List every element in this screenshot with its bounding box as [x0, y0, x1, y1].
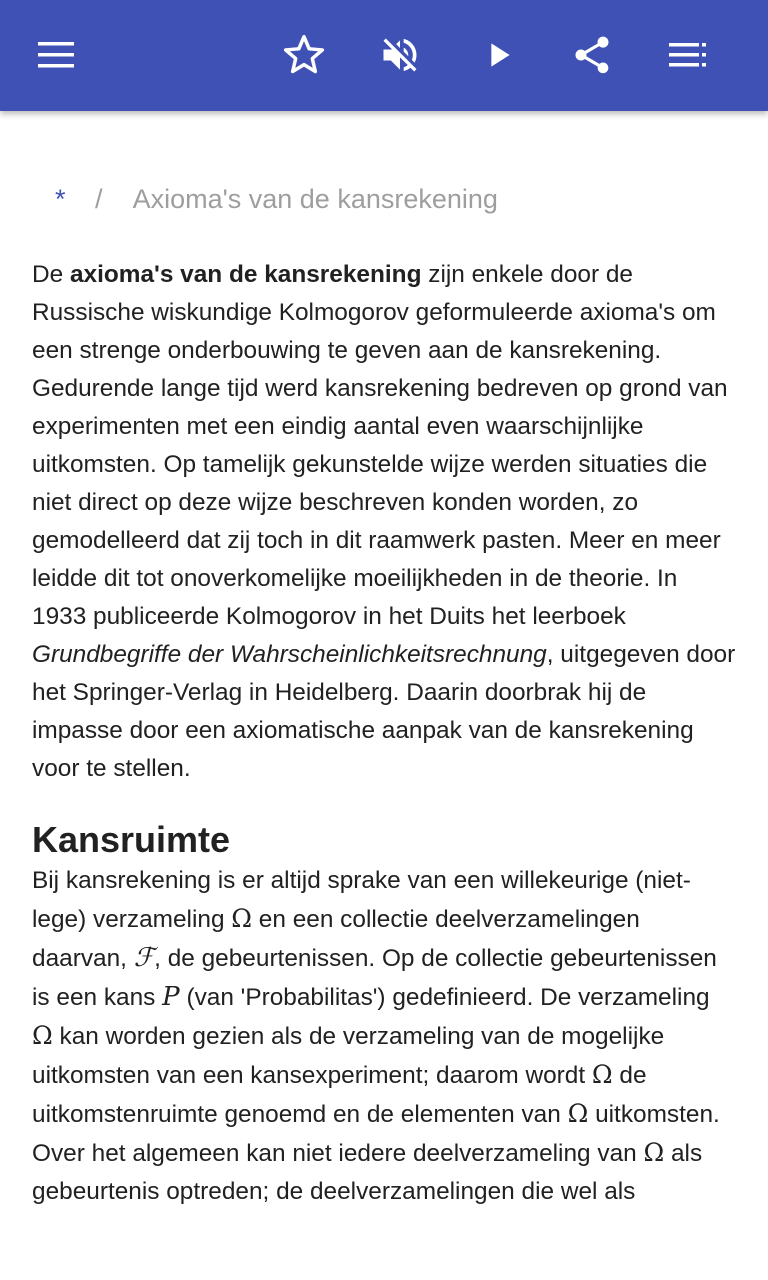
favorite-button[interactable] [276, 27, 332, 83]
intro-paragraph [32, 256, 736, 788]
intro-book-title: Grundbegriffe der Wahrscheinlichkeitsrechnung [32, 641, 547, 668]
section-text-6: de uitkomstenruimte genoemd en de elementen van [32, 1062, 647, 1128]
section-text-2: en een collectie deelverzamelingen daarvan, [32, 906, 640, 972]
section-text-3: , de gebeurtenissen. Op de collectie gebeurtenissen is een kans [32, 945, 717, 1011]
mute-button[interactable] [372, 27, 428, 83]
section-paragraph [32, 862, 736, 1211]
section-text-5: kan worden gezien als de verzameling van de mogelijke uitkomsten van een kansexperiment; daarom wordt [32, 1023, 665, 1089]
math-omega: Ω [591, 1060, 613, 1089]
section-text-4: (van 'Probabilitas') gedefinieerd. De verzameling [179, 984, 710, 1011]
math-script-f: ℱ [133, 943, 155, 973]
breadcrumb [55, 183, 498, 215]
math-omega: Ω [32, 1021, 53, 1050]
breadcrumb-current: Axioma's van de kansrekening [132, 184, 498, 214]
share-button[interactable] [564, 27, 620, 83]
article-content [0, 111, 768, 1280]
math-omega: Ω [567, 1099, 589, 1128]
app-bar [0, 0, 768, 111]
section-heading-kansruimte: Kansruimte [32, 819, 231, 860]
section-text-1: Bij kansrekening is er altijd sprake van een willekeurige (niet-lege) verzameling [32, 867, 691, 933]
star-icon [282, 33, 326, 77]
intro-text-2: zijn enkele door de Russische wiskundige Kolmogorov geformuleerde axioma's om een strenge onderbouwing te geven aan de kansrekening. Gedurende lange tijd werd kansrekening bedreven op grond van experimenten met een eindig aantal even waarschijnlijke uitkomsten. Op tamelijk gekunstelde wijze werden situaties die niet direct op deze wijze beschreven konden worden, zo gemodelleerd dat zij toch in dit raamwerk pasten. Meer en meer leidde dit tot onoverkomelijke moeilijkheden in de theorie. In 1933 publiceerde Kolmogorov in het Duits het leerboek [32, 261, 728, 630]
math-omega: Ω [643, 1138, 665, 1167]
intro-bold-term: axioma's van de kansrekening [69, 261, 422, 288]
math-p: P [162, 982, 180, 1012]
article-body [32, 256, 736, 1211]
math-omega: Ω [231, 904, 253, 933]
menu-button[interactable] [28, 27, 84, 83]
intro-text-1: De [32, 261, 70, 288]
menu-icon [36, 35, 76, 75]
play-button[interactable] [470, 27, 526, 83]
playlist-icon [668, 35, 708, 75]
breadcrumb-separator: / [95, 184, 103, 214]
intro-text-3: , uitgegeven door het Springer-Verlag in Heidelberg. Daarin doorbrak hij de impasse door een axiomatische aanpak van de kansrekening voor te stellen. [32, 641, 736, 782]
section-text-7: uitkomsten. Over het algemeen kan niet iedere deelverzameling van [32, 1101, 720, 1167]
play-icon [478, 35, 518, 75]
table-of-contents-button[interactable] [660, 27, 716, 83]
section-text-8: als gebeurtenis optreden; de deelverzamelingen die wel als [32, 1140, 703, 1205]
breadcrumb-home-link[interactable]: * [55, 184, 66, 214]
volume-off-icon [378, 33, 422, 77]
share-icon [570, 33, 614, 77]
